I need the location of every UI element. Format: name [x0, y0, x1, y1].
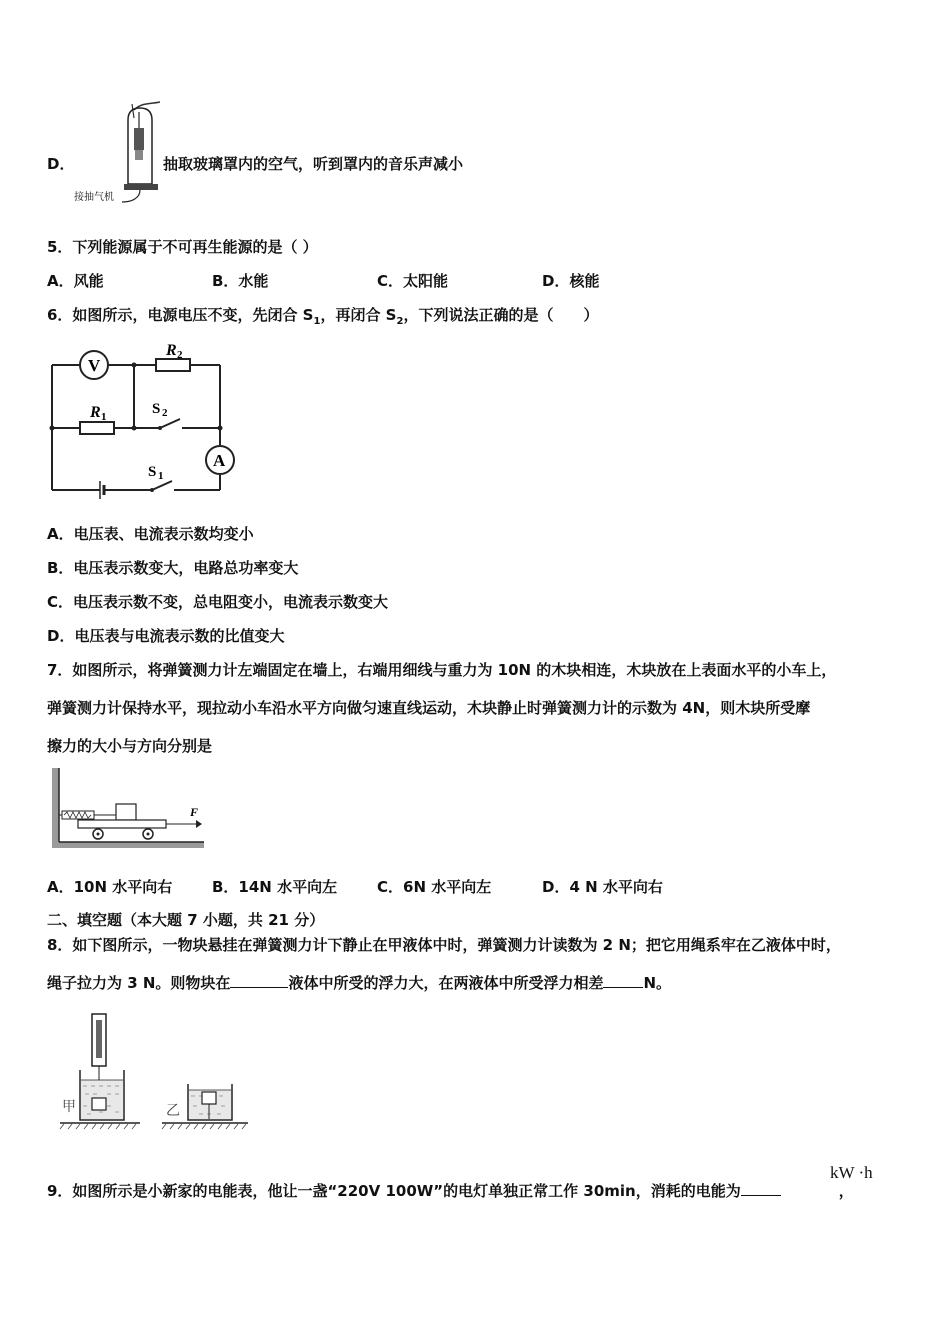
s2-label-subscript: 2 — [162, 407, 168, 419]
q6-stem — [47, 304, 598, 327]
r2-label-subscript: 2 — [177, 349, 183, 361]
q8-stem-line2 — [47, 972, 671, 993]
q6-stem-suffix: ，下列说法正确的是（ ） — [403, 306, 599, 324]
q7-stem-line2: 弹簧测力计保持水平，现拉动小车沿水平方向做匀速直线运动，木块静止时弹簧测力计的示数为 4N，则木块所受摩 — [47, 699, 811, 717]
s2-label: S — [152, 401, 161, 417]
voltmeter-label: V — [88, 356, 101, 375]
q8-stem-part-a: 绳子拉力为 3 N。则物块在 — [47, 974, 231, 992]
q6-stem-mid: ，再闭合 S — [320, 306, 397, 324]
q6-option-b: B．电压表示数变大，电路总功率变大 — [47, 559, 299, 577]
q4-option-d-label: D． — [47, 155, 75, 173]
q5-option-a: A．风能 — [47, 272, 104, 290]
q8-blank-2[interactable] — [603, 973, 643, 988]
q8-stem-part-b: 液体中所受的浮力大，在两液体中所受浮力相差 — [288, 974, 604, 992]
force-label: F — [190, 805, 199, 819]
q7-stem-line3: 擦力的大小与方向分别是 — [47, 737, 213, 755]
q4-option-d-text: 抽取玻璃罩内的空气，听到罩内的音乐声减小 — [163, 155, 464, 173]
q7-option-b: B．14N 水平向左 — [212, 878, 338, 896]
q6-option-c: C．电压表示数不变，总电阻变小，电流表示数变大 — [47, 593, 389, 611]
q5-option-c: C．太阳能 — [377, 272, 449, 290]
q9-stem-text: 9．如图所示是小新家的电能表，他让一盏“220V 100W”的电灯单独正常工作 30min，消耗的电能为 — [47, 1182, 741, 1200]
s1-label: S — [148, 464, 157, 480]
figure-caption-vacuum-pump: 接抽气机 — [74, 192, 114, 203]
r2-label: R — [166, 342, 177, 359]
q6-s1-subscript: 1 — [313, 316, 321, 327]
q8-stem-line1: 8．如下图所示，一物块悬挂在弹簧测力计下静止在甲液体中时，弹簧测力计读数为 2 N；把它用绳系牢在乙液体中时， — [47, 936, 841, 954]
q6-s2-subscript: 2 — [396, 316, 404, 327]
r1-label-subscript: 1 — [101, 411, 107, 423]
q9-stem — [47, 1180, 854, 1201]
q7-option-c: C．6N 水平向左 — [377, 878, 492, 896]
q5-option-b: B．水能 — [212, 272, 269, 290]
section-heading-fill-in: 二、填空题（本大题 7 小题，共 21 分） — [47, 911, 325, 929]
q7-options — [47, 876, 663, 897]
beakers-figure — [58, 1012, 258, 1130]
q9-stem-end: ， — [838, 1182, 854, 1200]
q9-unit: kW ·h — [830, 1163, 873, 1182]
q5-option-d: D．核能 — [542, 272, 600, 290]
q6-option-a: A．电压表、电流表示数均变小 — [47, 525, 254, 543]
q7-option-d: D．4 N 水平向右 — [542, 878, 663, 896]
q8-blank-1[interactable] — [230, 973, 288, 988]
cart-spring-figure — [50, 768, 208, 850]
q6-stem-prefix: 6．如图所示，电源电压不变，先闭合 S — [47, 306, 314, 324]
circuit-diagram — [44, 335, 254, 500]
q9-blank[interactable] — [741, 1181, 781, 1196]
q7-option-a: A．10N 水平向右 — [47, 878, 173, 896]
beaker-label-jia: 甲 — [62, 1099, 76, 1115]
beaker-label-yi: 乙 — [166, 1103, 180, 1119]
q5-stem: 5．下列能源属于不可再生能源的是（ ） — [47, 238, 318, 256]
q6-option-d: D．电压表与电流表示数的比值变大 — [47, 627, 285, 645]
r1-label: R — [90, 404, 101, 421]
q7-stem-line1: 7．如图所示，将弹簧测力计左端固定在墙上，右端用细线与重力为 10N 的木块相连，木块放在上表面水平的小车上， — [47, 661, 837, 679]
q5-options — [47, 270, 599, 291]
bell-jar-figure — [72, 98, 164, 210]
ammeter-label: A — [213, 451, 226, 470]
q8-stem-part-c: N。 — [643, 974, 672, 992]
s1-label-subscript: 1 — [158, 470, 164, 482]
